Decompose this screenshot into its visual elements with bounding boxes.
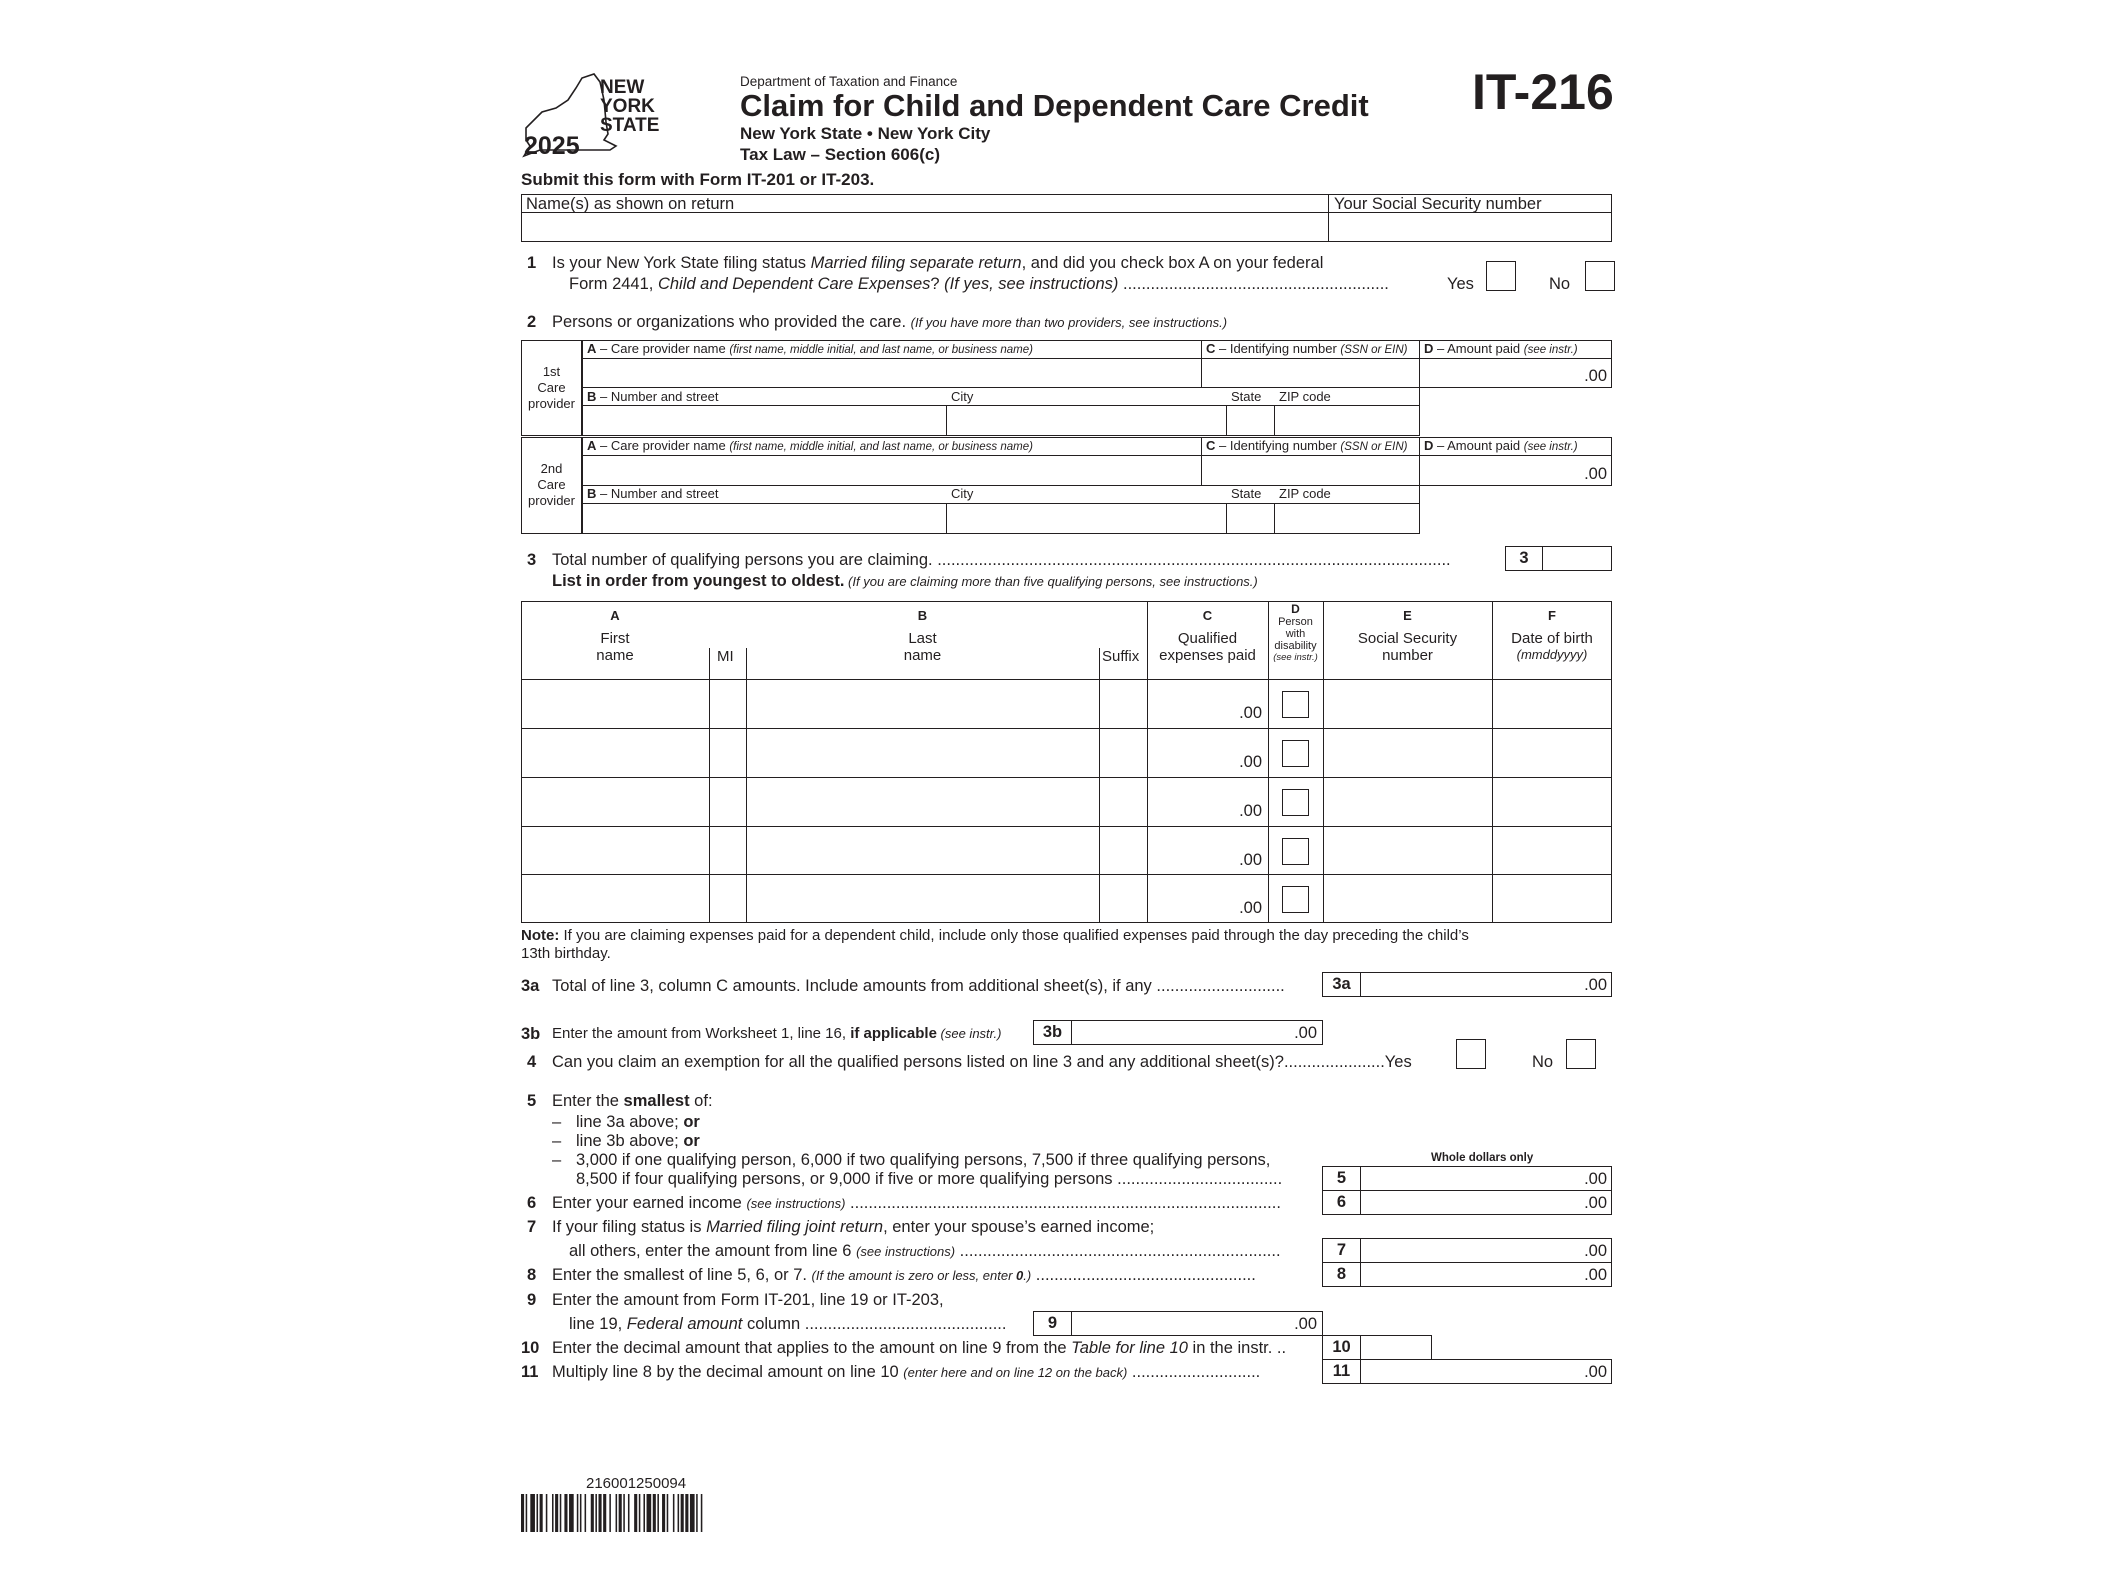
barcode-bar	[657, 1494, 659, 1532]
person-last-name-input[interactable]	[748, 778, 1098, 825]
barcode-bar	[639, 1494, 641, 1532]
line-number: 8	[527, 1266, 537, 1284]
person-first-name-input[interactable]	[523, 778, 708, 825]
line9-box-number: 9	[1033, 1311, 1072, 1336]
line5-option-1: line 3a above; or	[576, 1113, 700, 1131]
barcode-bar	[540, 1494, 543, 1532]
person-ssn-input[interactable]	[1325, 729, 1491, 776]
person-dob-input[interactable]	[1494, 875, 1611, 922]
divider	[709, 648, 710, 923]
street-label: B – Number and street	[587, 486, 719, 501]
tax-year: 2025	[524, 132, 580, 160]
line-number: 1	[527, 254, 537, 272]
barcode-bar	[569, 1494, 574, 1532]
person-mi-input[interactable]	[711, 827, 745, 874]
provider-id-label: C – Identifying number (SSN or EIN)	[1206, 341, 1408, 356]
street-label: B – Number and street	[587, 389, 719, 404]
state-label: State	[1231, 389, 1262, 404]
col-b-header: B Last name	[903, 608, 942, 664]
provider-1-zip-input[interactable]	[1276, 406, 1418, 434]
line7-text-continued: all others, enter the amount from line 6 (see instructions) ......................................................................	[569, 1242, 1281, 1260]
line-number: 3	[527, 551, 537, 569]
line-number: 6	[527, 1194, 537, 1212]
line5-text: Enter the smallest of:	[552, 1092, 713, 1110]
line-number: 10	[521, 1339, 540, 1357]
cents-suffix: .00	[1584, 465, 1607, 483]
ssn-input[interactable]	[1330, 213, 1610, 240]
line6-box-number: 6	[1322, 1190, 1361, 1215]
line-number: 9	[527, 1291, 537, 1309]
provider-amount-label: D – Amount paid (see instr.)	[1424, 341, 1578, 356]
divider	[746, 648, 747, 923]
provider-2-label: 2nd Care provider	[528, 461, 575, 508]
submit-instruction: Submit this form with Form IT-201 or IT-203.	[521, 170, 875, 189]
provider-1-street-input[interactable]	[584, 406, 944, 434]
person-ssn-input[interactable]	[1325, 827, 1491, 874]
form-number: IT-216	[1472, 64, 1614, 120]
line4-no-checkbox[interactable]	[1566, 1039, 1596, 1069]
person-suffix-input[interactable]	[1101, 778, 1146, 825]
state-label: State	[1231, 486, 1262, 501]
col-f-header: F Date of birth (mmddyyyy)	[1511, 608, 1593, 662]
person-ssn-input[interactable]	[1325, 680, 1491, 727]
line3-box-number: 3	[1505, 546, 1543, 571]
person-dob-input[interactable]	[1494, 827, 1611, 874]
dash: –	[552, 1151, 562, 1169]
barcode-bar	[643, 1494, 645, 1532]
person-mi-input[interactable]	[711, 875, 745, 922]
barcode-bar	[690, 1494, 695, 1532]
disability-checkbox[interactable]	[1282, 789, 1309, 816]
barcode-bar	[628, 1494, 630, 1532]
person-mi-input[interactable]	[711, 778, 745, 825]
provider-id-label: C – Identifying number (SSN or EIN)	[1206, 438, 1408, 453]
dash: –	[552, 1132, 562, 1150]
cents-suffix: .00	[1239, 753, 1262, 771]
provider-name-label: A – Care provider name (first name, middle initial, and last name, or business name)	[587, 341, 1033, 356]
person-dob-input[interactable]	[1494, 729, 1611, 776]
line5-option-3: 3,000 if one qualifying person, 6,000 if two qualifying persons, 7,500 if three qualifying persons,	[576, 1151, 1271, 1169]
line10-decimal-input[interactable]	[1362, 1336, 1430, 1359]
line1-no-checkbox[interactable]	[1585, 261, 1615, 291]
zip-label: ZIP code	[1279, 389, 1331, 404]
barcode-bar	[701, 1494, 703, 1532]
cents-suffix: .00	[1239, 851, 1262, 869]
provider-2-state-input[interactable]	[1228, 504, 1272, 532]
line7-box-number: 7	[1322, 1238, 1361, 1263]
cents-suffix: .00	[1239, 899, 1262, 917]
cents-suffix: .00	[1294, 1315, 1317, 1333]
person-suffix-input[interactable]	[1101, 680, 1146, 727]
ssn-label: Your Social Security number	[1334, 195, 1542, 213]
city-label: City	[951, 389, 974, 404]
barcode-bar	[609, 1494, 611, 1532]
col-d-header: D Person with disability (see instr.)	[1273, 602, 1318, 663]
barcode-bar	[653, 1494, 656, 1532]
col-mi-header: MI	[717, 648, 734, 665]
line8-box-number: 8	[1322, 1262, 1361, 1287]
line9-text-continued: line 19, Federal amount column ............................................	[569, 1315, 1007, 1333]
name-input[interactable]	[523, 213, 1326, 240]
provider-1-state-input[interactable]	[1228, 406, 1272, 434]
cents-suffix: .00	[1239, 802, 1262, 820]
zip-label: ZIP code	[1279, 486, 1331, 501]
provider-name-label: A – Care provider name (first name, middle initial, and last name, or business name)	[587, 438, 1033, 453]
whole-dollars-note: Whole dollars only	[1431, 1152, 1534, 1164]
person-suffix-input[interactable]	[1101, 729, 1146, 776]
line4-yes-checkbox[interactable]	[1456, 1039, 1486, 1069]
provider-1-name-input[interactable]	[584, 359, 1200, 386]
barcode-bar	[696, 1494, 698, 1532]
barcode-bar	[564, 1494, 567, 1532]
barcode-bar	[577, 1494, 579, 1532]
line1-text: Is your New York State filing status Married filing separate return, and did you check box A on your federal	[552, 254, 1324, 272]
col-a-header: A First name	[596, 608, 634, 664]
barcode-image	[521, 1494, 761, 1532]
provider-2-amount-input[interactable]	[1421, 456, 1551, 484]
line-number: 3b	[521, 1025, 541, 1043]
provider-2-zip-input[interactable]	[1276, 504, 1418, 532]
line3b-text: Enter the amount from Worksheet 1, line 16, if applicable (see instr.)	[552, 1025, 1002, 1042]
divider	[1099, 648, 1100, 923]
barcode-bar	[580, 1494, 582, 1532]
line7-text: If your filing status is Married filing joint return, enter your spouse’s earned income;	[552, 1218, 1155, 1236]
line3-order-instruction: List in order from youngest to oldest. (If you are claiming more than five qualifying persons, see instructions.)	[552, 572, 1258, 590]
cents-suffix: .00	[1584, 1363, 1607, 1381]
line5-option-2: line 3b above; or	[576, 1132, 700, 1150]
provider-2-id-input[interactable]	[1203, 456, 1418, 484]
line-number: 3a	[521, 977, 540, 995]
cents-suffix: .00	[1584, 976, 1607, 994]
barcode-bar	[526, 1494, 528, 1532]
provider-1-label: 1st Care provider	[528, 364, 575, 411]
barcode-bar	[685, 1494, 688, 1532]
barcode-bar	[591, 1494, 594, 1532]
divider	[1274, 503, 1275, 534]
barcode-bar	[681, 1494, 684, 1532]
barcode-bar	[585, 1494, 587, 1532]
barcode-bar	[555, 1494, 558, 1532]
logo-word-state: STATE	[600, 115, 660, 136]
barcode-bar	[667, 1494, 669, 1532]
cents-suffix: .00	[1294, 1024, 1317, 1042]
disability-checkbox[interactable]	[1282, 740, 1309, 767]
provider-1-id-input[interactable]	[1203, 359, 1418, 386]
department-name: Department of Taxation and Finance	[740, 74, 958, 89]
provider-amount-label: D – Amount paid (see instr.)	[1424, 438, 1578, 453]
line-number: 4	[527, 1053, 537, 1071]
provider-2-city-input[interactable]	[948, 504, 1224, 532]
barcode-bar	[634, 1494, 637, 1532]
line8-text: Enter the smallest of line 5, 6, or 7. (If the amount is zero or less, enter 0.) ................................................	[552, 1266, 1256, 1284]
line11-text: Multiply line 8 by the decimal amount on line 10 (enter here and on line 12 on the back) ............................	[552, 1363, 1261, 1381]
form-title: Claim for Child and Dependent Care Credit	[740, 88, 1369, 123]
cents-suffix: .00	[1584, 1170, 1607, 1188]
barcode-bar	[595, 1494, 597, 1532]
line-number: 7	[527, 1218, 537, 1236]
line1-yes-checkbox[interactable]	[1486, 261, 1516, 291]
person-last-name-input[interactable]	[748, 729, 1098, 776]
person-last-name-input[interactable]	[748, 827, 1098, 874]
divider	[946, 503, 947, 534]
line2-text: Persons or organizations who provided the care. (If you have more than two providers, see instructions.)	[552, 313, 1228, 331]
barcode-bar	[537, 1494, 539, 1532]
line3-qualifying-persons-input[interactable]	[1544, 547, 1610, 570]
col-suffix-header: Suffix	[1102, 648, 1140, 665]
line4-text: Can you claim an exemption for all the qualified persons listed on line 3 and any additional sheet(s)?......................Yes	[552, 1053, 1412, 1071]
person-last-name-input[interactable]	[748, 680, 1098, 727]
logo-word-new: NEW	[600, 77, 645, 98]
divider	[1328, 194, 1329, 242]
person-mi-input[interactable]	[711, 729, 745, 776]
line5-option-3-continued: 8,500 if four qualifying persons, or 9,000 if five or more qualifying persons ....................................	[576, 1170, 1283, 1188]
cents-suffix: .00	[1584, 1242, 1607, 1260]
line9-text: Enter the amount from Form IT-201, line 19 or IT-203,	[552, 1291, 944, 1309]
person-suffix-input[interactable]	[1101, 827, 1146, 874]
divider	[946, 405, 947, 436]
cents-suffix: .00	[1584, 1194, 1607, 1212]
person-first-name-input[interactable]	[523, 875, 708, 922]
note-text-continued: 13th birthday.	[521, 945, 611, 962]
divider	[1226, 503, 1227, 534]
barcode-bar	[619, 1494, 622, 1532]
line3a-text: Total of line 3, column C amounts. Include amounts from additional sheet(s), if any ............................	[552, 977, 1285, 995]
provider-1-city-input[interactable]	[948, 406, 1224, 434]
form-subtitle: New York State • New York City	[740, 124, 991, 143]
line4-no-label: No	[1532, 1053, 1554, 1071]
line1-text-continued: Form 2441, Child and Dependent Care Expenses? (If yes, see instructions) ..........................................................	[569, 275, 1389, 293]
note-text: Note: If you are claiming expenses paid for a dependent child, include only those qualified expenses paid through the day preceding the child’s	[521, 927, 1469, 944]
person-mi-input[interactable]	[711, 680, 745, 727]
line1-yes-label: Yes	[1447, 275, 1474, 293]
cents-suffix: .00	[1584, 1266, 1607, 1284]
provider-2-name-input[interactable]	[584, 456, 1200, 484]
barcode-bar	[673, 1494, 675, 1532]
disability-checkbox[interactable]	[1282, 838, 1309, 865]
line-number: 11	[521, 1363, 539, 1381]
line-number: 2	[527, 313, 537, 331]
barcode-bar	[623, 1494, 625, 1532]
line11-box-number: 11	[1322, 1359, 1361, 1384]
person-first-name-input[interactable]	[523, 680, 708, 727]
person-first-name-input[interactable]	[523, 827, 708, 874]
person-first-name-input[interactable]	[523, 729, 708, 776]
line10-box-number: 10	[1322, 1335, 1361, 1360]
line1-no-label: No	[1549, 275, 1571, 293]
person-last-name-input[interactable]	[748, 875, 1098, 922]
line-number: 5	[527, 1092, 537, 1110]
disability-checkbox[interactable]	[1282, 691, 1309, 718]
col-c-header: C Qualified expenses paid	[1159, 608, 1256, 664]
person-suffix-input[interactable]	[1101, 875, 1146, 922]
barcode-number: 216001250094	[586, 1475, 687, 1492]
person-dob-input[interactable]	[1494, 680, 1611, 727]
provider-1-amount-input[interactable]	[1421, 359, 1551, 386]
barcode-bar	[662, 1494, 665, 1532]
barcode-bar	[603, 1494, 606, 1532]
line3b-box-number: 3b	[1033, 1020, 1072, 1045]
name-label: Name(s) as shown on return	[526, 195, 735, 213]
barcode-bar	[616, 1494, 618, 1532]
line10-text: Enter the decimal amount that applies to the amount on line 9 from the Table for line 10 in the instr. ..	[552, 1339, 1287, 1357]
dash: –	[552, 1113, 562, 1131]
barcode-bar	[552, 1494, 554, 1532]
barcode-bar	[599, 1494, 602, 1532]
barcode-bar	[521, 1494, 524, 1532]
cents-suffix: .00	[1584, 367, 1607, 385]
line6-text: Enter your earned income (see instructions) ..............................................................................................	[552, 1194, 1281, 1212]
cents-suffix: .00	[1239, 704, 1262, 722]
person-ssn-input[interactable]	[1325, 778, 1491, 825]
divider	[1274, 405, 1275, 436]
barcode-bar	[530, 1494, 535, 1532]
logo-word-york: YORK	[600, 96, 655, 117]
person-ssn-input[interactable]	[1325, 875, 1491, 922]
line3-text: Total number of qualifying persons you are claiming. ................................................................................................................	[552, 551, 1451, 569]
disability-checkbox[interactable]	[1282, 886, 1309, 913]
person-dob-input[interactable]	[1494, 778, 1611, 825]
line5-box-number: 5	[1322, 1166, 1361, 1191]
line3a-box-number: 3a	[1322, 972, 1361, 997]
barcode-bar	[546, 1494, 548, 1532]
tax-law-reference: Tax Law – Section 606(c)	[740, 145, 940, 164]
barcode-bar	[560, 1494, 562, 1532]
provider-2-street-input[interactable]	[584, 504, 944, 532]
barcode-bar	[647, 1494, 652, 1532]
barcode-bar	[678, 1494, 680, 1532]
divider	[1226, 405, 1227, 436]
col-e-header: E Social Security number	[1357, 608, 1458, 664]
city-label: City	[951, 486, 974, 501]
